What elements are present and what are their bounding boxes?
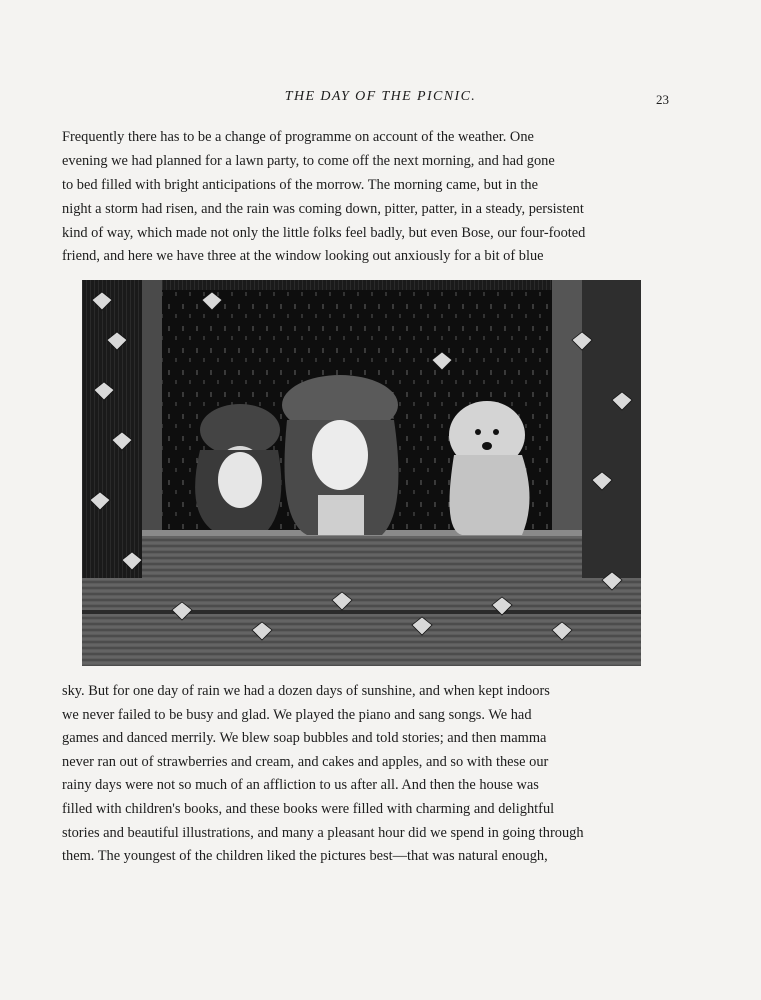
running-title: THE DAY OF THE PICNIC. [284, 89, 477, 104]
paragraph-bottom [62, 680, 668, 869]
text-line: Frequently there has to be a change of programme on account of the weather. One [62, 129, 534, 145]
text-line: friend, and here we have three at the window looking out anxiously for a bit of blue [62, 248, 544, 265]
text-line: stories and beautiful illustrations, and many a pleasant hour did we spend in going through [62, 824, 584, 841]
page-number: 23 [656, 92, 669, 107]
text-line: rainy days were not so much of an affliction to us after all. And then the house was [62, 777, 539, 794]
text-line: to bed filled with bright anticipations of the morrow. The morning came, but in the [62, 176, 538, 193]
text-line: evening we had planned for a lawn party, to come off the next morning, and had gone [62, 152, 555, 169]
text-line: never ran out of strawberries and cream, and cakes and apples, and so with these our [62, 753, 549, 770]
paragraph-top [62, 126, 668, 269]
text-line: games and danced merrily. We blew soap bubbles and told stories; and then mamma [62, 730, 547, 747]
text-line: we never failed to be busy and glad. We played the piano and sang songs. We had [62, 706, 532, 723]
text-line: sky. But for one day of rain we had a dozen days of sunshine, and when kept indoors [62, 683, 550, 699]
engraving-children-at-window [82, 280, 641, 666]
text-line: night a storm had risen, and the rain was coming down, pitter, patter, in a steady, persistent [62, 200, 584, 217]
engraving-illustration [82, 280, 641, 666]
text-line: kind of way, which made not only the little folks feel badly, but even Bose, our four-footed [62, 224, 586, 241]
text-line: filled with children's books, and these books were filled with charming and delightful [62, 800, 555, 817]
text-line: them. The youngest of the children liked the pictures best—that was natural enough, [62, 848, 548, 865]
